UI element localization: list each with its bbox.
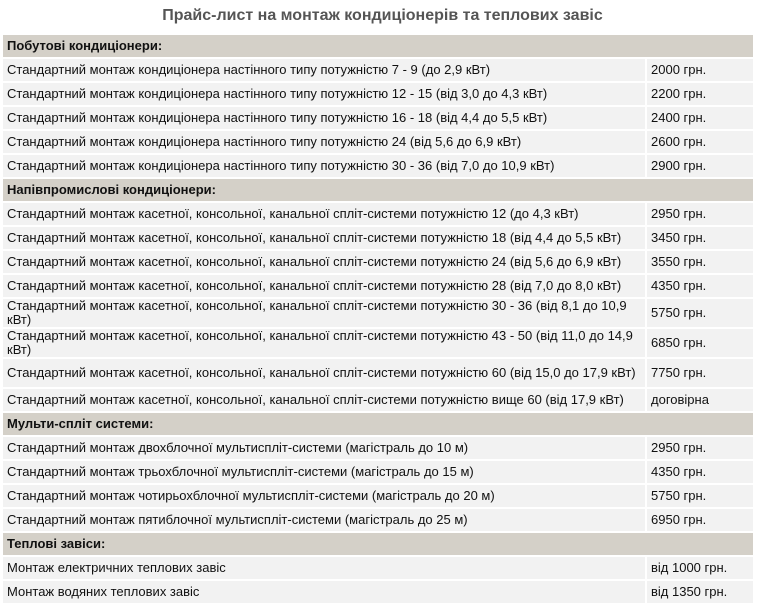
table-row (3, 107, 753, 129)
table-row (3, 437, 753, 459)
table-row (3, 131, 753, 153)
service-price: 3450 грн. (647, 227, 753, 249)
service-price: 2900 грн. (647, 155, 753, 177)
section-header (3, 35, 753, 57)
service-price: 2400 грн. (647, 107, 753, 129)
table-row (3, 203, 753, 225)
service-price: 2200 грн. (647, 83, 753, 105)
service-price: 2950 грн. (647, 203, 753, 225)
service-price: 5750 грн. (647, 485, 753, 507)
service-name: Стандартний монтаж касетної, консольної, канальної спліт-системи потужністю 18 (від 4,4 до 5,5 кВт) (3, 227, 647, 249)
service-price: від 1350 грн. (647, 581, 753, 603)
service-price: 2000 грн. (647, 59, 753, 81)
service-name: Стандартний монтаж касетної, консольної, канальної спліт-системи потужністю 12 (до 4,3 кВт) (3, 203, 647, 225)
service-name: Стандартний монтаж кондиціонера настінного типу потужністю 16 - 18 (від 4,4 до 5,5 кВт) (3, 107, 647, 129)
service-name: Стандартний монтаж касетної, консольної, канальної спліт-системи потужністю 28 (від 7,0 до 8,0 кВт) (3, 275, 647, 297)
service-name: Стандартний монтаж касетної, консольної, канальної спліт-системи потужністю 30 - 36 (від 8,1 до 10,9 кВт) (3, 299, 647, 327)
service-name: Стандартний монтаж касетної, консольної, канальної спліт-системи потужністю 60 (від 15,0 до 17,9 кВт) (3, 359, 647, 387)
section-heading: Побутові кондиціонери: (3, 35, 753, 57)
service-price: 4350 грн. (647, 461, 753, 483)
service-name: Стандартний монтаж пятиблочної мультиспліт-системи (магістраль до 25 м) (3, 509, 647, 531)
service-price: 2950 грн. (647, 437, 753, 459)
section-header (3, 413, 753, 435)
section-heading: Напівпромислові кондиціонери: (3, 179, 753, 201)
table-row (3, 557, 753, 579)
service-price: 6950 грн. (647, 509, 753, 531)
service-name: Стандартний монтаж кондиціонера настінного типу потужністю 30 - 36 (від 7,0 до 10,9 кВт) (3, 155, 647, 177)
section-header (3, 179, 753, 201)
table-row (3, 581, 753, 603)
table-row (3, 485, 753, 507)
service-name: Стандартний монтаж чотирьохблочної мультиспліт-системи (магістраль до 20 м) (3, 485, 647, 507)
page-title: Прайс-лист на монтаж кондиціонерів та теплових завіс (162, 7, 603, 24)
service-name: Стандартний монтаж трьохблочної мультиспліт-системи (магістраль до 15 м) (3, 461, 647, 483)
service-price: 7750 грн. (647, 359, 753, 387)
service-name: Стандартний монтаж кондиціонера настінного типу потужністю 12 - 15 (від 3,0 до 4,3 кВт) (3, 83, 647, 105)
table-row (3, 329, 753, 357)
service-name: Стандартний монтаж двохблочної мультиспліт-системи (магістраль до 10 м) (3, 437, 647, 459)
table-row (3, 83, 753, 105)
service-price: від 1000 грн. (647, 557, 753, 579)
service-price: 6850 грн. (647, 329, 753, 357)
table-row (3, 227, 753, 249)
table-row (3, 359, 753, 387)
service-price: 4350 грн. (647, 275, 753, 297)
service-price: 3550 грн. (647, 251, 753, 273)
table-row (3, 509, 753, 531)
service-name: Стандартний монтаж кондиціонера настінного типу потужністю 7 - 9 (до 2,9 кВт) (3, 59, 647, 81)
service-name: Стандартний монтаж кондиціонера настінного типу потужністю 24 (від 5,6 до 6,9 кВт) (3, 131, 647, 153)
section-header (3, 533, 753, 555)
table-row (3, 251, 753, 273)
table-row (3, 299, 753, 327)
section-heading: Мульти-спліт системи: (3, 413, 753, 435)
table-row (3, 155, 753, 177)
price-table (3, 33, 753, 605)
section-heading: Теплові завіси: (3, 533, 753, 555)
service-name: Стандартний монтаж касетної, консольної, канальної спліт-системи потужністю 24 (від 5,6 до 6,9 кВт) (3, 251, 647, 273)
service-name: Монтаж електричних теплових завіс (3, 557, 647, 579)
service-name: Стандартний монтаж касетної, консольної, канальної спліт-системи потужністю 43 - 50 (від 11,0 до 14,9 кВт) (3, 329, 647, 357)
service-name: Стандартний монтаж касетної, консольної, канальної спліт-системи потужністю вище 60 (від 17,9 кВт) (3, 389, 647, 411)
service-price: 2600 грн. (647, 131, 753, 153)
table-row (3, 389, 753, 411)
service-price: договірна (647, 389, 753, 411)
table-row (3, 59, 753, 81)
table-row (3, 275, 753, 297)
table-row (3, 461, 753, 483)
service-name: Монтаж водяних теплових завіс (3, 581, 647, 603)
service-price: 5750 грн. (647, 299, 753, 327)
